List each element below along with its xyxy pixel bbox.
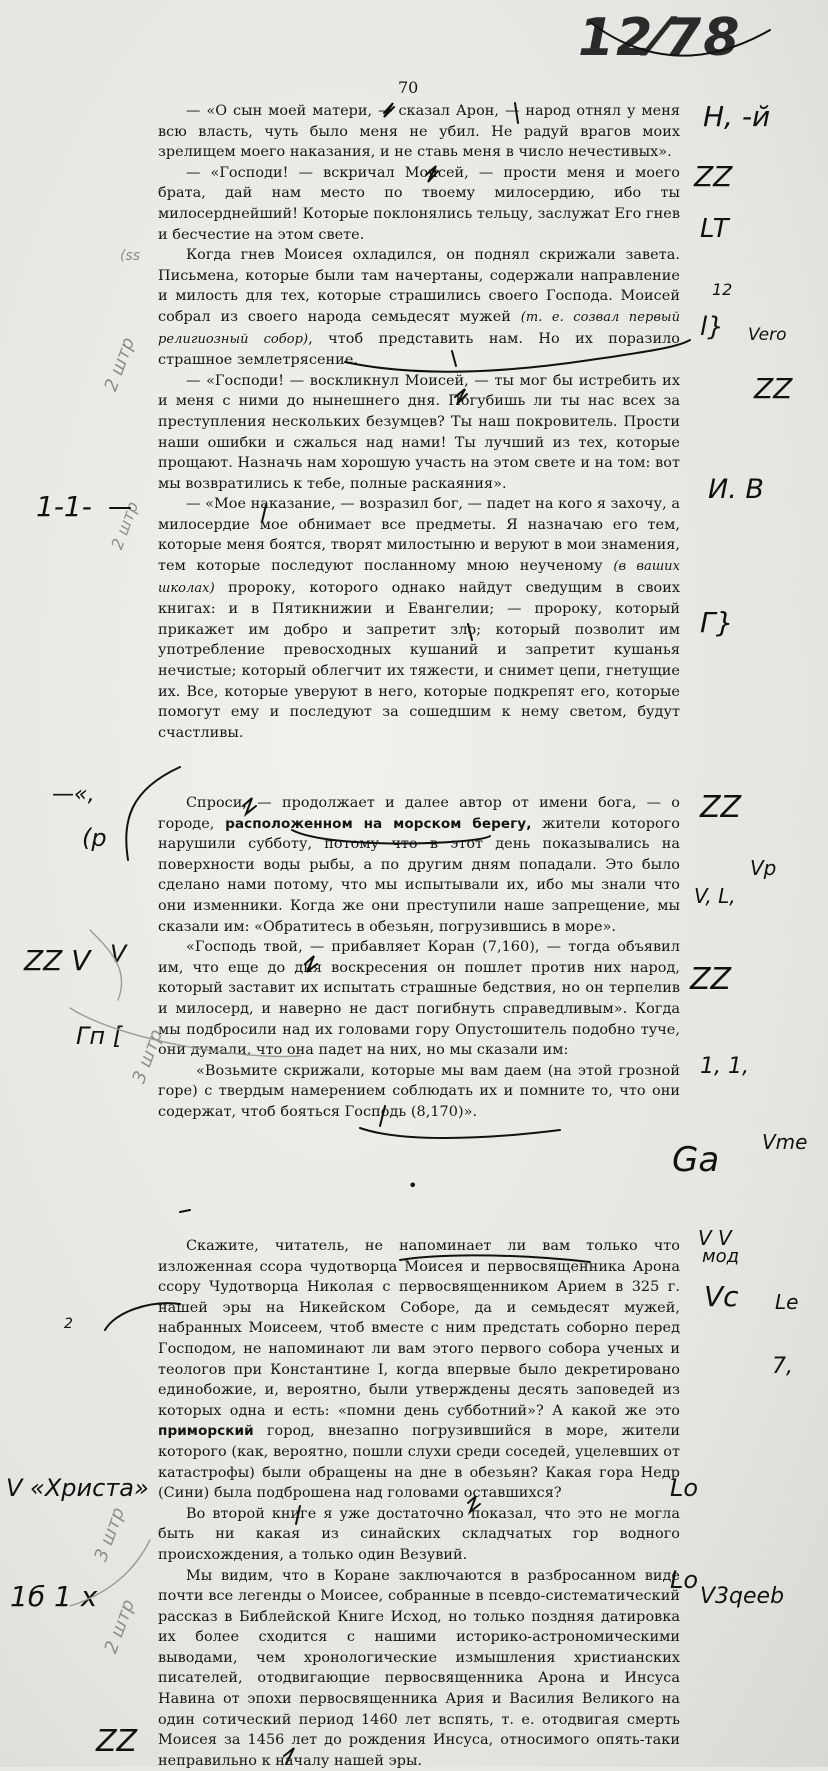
margin-note: мод [702, 1246, 739, 1267]
insert-mark [452, 351, 456, 366]
paragraph: Во второй книге я уже достаточно показал, что это не могла быть ни какая из синайских складчатых гор водного происхождения, а только один Везувий. [158, 1504, 680, 1566]
margin-note: ZZ [690, 962, 731, 997]
margin-note: 2 штр [107, 499, 142, 552]
insert-mark [384, 103, 394, 117]
margin-note: Г} [700, 606, 733, 639]
margin-note: И. В [708, 474, 764, 505]
margin-note: (р [82, 824, 107, 852]
ink-strokes [105, 22, 770, 1764]
margin-note: 12 [712, 280, 732, 299]
margin-note: V [110, 940, 126, 968]
insert-mark [515, 103, 518, 123]
page-number: 70 [398, 78, 418, 97]
pencil-strokes [70, 930, 300, 1606]
margin-note: V3qeeb [700, 1584, 784, 1609]
margin-note: Le [775, 1290, 798, 1314]
margin-note: Vp [750, 856, 776, 880]
paragraph: Мы видим, что в Коране заключаются в разбросанном виде почти все легенды о Моисее, собранные в псевдо-систематический рассказ в Библейской Книге Исход, но только поздняя датировка их более сходится с нашими историко-астрономическими выводами, чем хронологические измышления христианских писателей, отодвигающие первосвященника Арона и Инсуса Навина от эпохи первосвященника Ария и Василия Великого на один сотический период 1460 лет вспять, т. е. отодвигая смерть Моисея за 1456 лет до рождения Инсуса, относимого опять-таки неправильно к началу нашей эры. [158, 1566, 680, 1771]
margin-note: —«, [52, 782, 95, 807]
paragraph: Спроси, — продолжает и далее автор от имени бога, — о городе, расположенном на морском берегу, жители которого нарушили субботу, потому что в этот день показывались на поверхности воды рыбы, а по другим дням попадали. Это было сделано нами потому, что мы испытывали их, ибо мы знали что они изменники. Когда же они преступили наше запрещение, мы сказали им: «Обратитесь в обезьян, погрузившись в море». [158, 793, 680, 937]
underline-stroke [400, 1255, 590, 1262]
paragraph: «Возьмите скрижали, которые мы вам даем (на этой грозной горе) с твердым намерением соблюдать их и помните то, что они содержат, чтоб бояться Господь (8,170)». [158, 1061, 680, 1123]
margin-note: Lo [670, 1474, 698, 1502]
insert-mark [284, 1748, 294, 1764]
margin-note: V V [698, 1226, 732, 1250]
insert-mark [305, 956, 317, 972]
margin-note: Vero [748, 325, 786, 345]
insert-mark [262, 505, 266, 522]
margin-note: 2 штр [100, 1597, 139, 1656]
insert-mark [296, 1506, 300, 1524]
margin-note: l} [700, 312, 724, 342]
underline-stroke [292, 830, 490, 844]
paragraph: — «Господи! — воскликнул Моисей, — ты мог бы истребить их и меня с ними до нынешнего дня. Погубишь ли ты нас всех за преступления нескольких безумцев? Ты наш покровитель. Прости наши ошибки и сжалься над нами! Ты лучший из тех, которые прощают. Назначь нам хорошую участь на этом свете и на том: вот мы возвратились к тебе, полные раскаяния». [158, 371, 680, 495]
insert-mark [468, 624, 472, 640]
catalog-strike-stroke [590, 22, 770, 56]
paragraph: «Господь твой, — прибавляет Коран (7,160), — тогда объявил им, что еще до дня воскресения он пошлет против них народ, который заставит их испытать страшные бедствия, но он терпелив и милосерд, и наверно не даст погибнуть справедливым». Когда мы подбросили над их головами гору Опустошитель подобно туче, они думали, что она падет на них, но мы сказали им: [158, 937, 680, 1061]
margin-note: 2 штр [100, 335, 139, 394]
pencil-stroke [70, 1540, 150, 1606]
section-separator: • [408, 1176, 417, 1195]
margin-note: 1-1- [36, 490, 92, 523]
insert-mark [426, 166, 438, 182]
margin-note: 1б 1 x [10, 1580, 97, 1613]
pencil-stroke [90, 930, 122, 1000]
paragraph: — «Мое наказание, — возразил бог, — падет на кого я захочу, а милосердие мое обнимает все предметы. Я назначаю его тем, которые меня боятся, творят милостыню и веруют в мои знамения, тем которые последуют посланному мною неученому (в ваших школах) пророку, которого однако найдут сведущим в своих книгах: и в Пятикнижии и Евангелии; — пророку, который прикажет им добро и запретит зло; который позволит им употребление превосходных кушаний и запретит кушанья нечистые; который облегчит их тяжести, и снимет цепи, гнетущие их. Все, которые уверуют в него, которые подкрепят его, которые помогут ему и последуют за сошедшим к нему светом, будут счастливы. [158, 494, 680, 743]
bracket-stroke [126, 767, 180, 860]
underline-stroke [360, 1106, 560, 1138]
margin-note: Vc [704, 1280, 739, 1313]
underline-stroke [345, 340, 690, 372]
margin-note: V «Христа» [6, 1474, 149, 1502]
paragraph: — «О сын моей матери, — сказал Арон, — народ отнял у меня всю власть, чуть было меня не убил. Не радуй врагов моих зрелищем моего наказания, и не ставь меня в число нечестивых». [158, 101, 680, 163]
margin-note: Vme [762, 1130, 807, 1154]
pencil-stroke [70, 1008, 300, 1057]
margin-note: 1, 1, [700, 1054, 749, 1079]
paragraph: Скажите, читатель, не напоминает ли вам только что изложенная ссора чудотворца Моисея и первосвященника Арона ссору Чудотворца Николая с первосвященником Арием в 325 г. нашей эры на Никейском Соборе, да и семьдесят мужей, набранных Моисеем, чтоб вместе с ним предстать соборно перед Господом, не напоминают ли вам этого первого собора ученых и теологов при Константине I, когда впервые было декретировано единобожие, и, вероятно, были утверждены десять заповедей из которых одна и есть: «помни день субботний»? А какой же это приморский город, внезапно погрузившийся в море, жители которого (как, вероятно, пошли слухи среди соседей, уцелевших от катастрофы) были обращены на дне в обезьян? Какая гора Недр (Сини) была подброшена над головами оставшихся? [158, 1236, 680, 1504]
paragraph: — «Господи! — вскричал Моисей, — прости меня и моего брата, дай нам место по твоему милосердию, ибо ты милосерднейший! Которые поклонялись тельцу, заслужат Его гнев и бесчестие на этом свете. [158, 163, 680, 245]
margin-note: 3 штр [90, 1505, 129, 1564]
margin-note: (ss [120, 248, 140, 264]
margin-note: ZZ [754, 372, 792, 405]
margin-note: V, L, [694, 884, 736, 908]
bracket-stroke [105, 1303, 180, 1330]
margin-note: ZZ [694, 160, 732, 193]
margin-note: Lo [670, 1566, 698, 1594]
margin-note: LT [700, 214, 729, 244]
insert-mark [455, 389, 467, 404]
margin-note: Гп [ [76, 1022, 122, 1050]
paragraph: Когда гнев Моисея охладился, он поднял скрижали завета. Письмена, которые были там начертаны, содержали направление и милость для тех, которые страшились своего Господа. Моисей собрал из своего народа семьдесят мужей (т. е. созвал первый религиозный собор), чтоб представить нам. Но их поразило страшное землетрясение. [158, 245, 680, 371]
margin-note: 2 [64, 1316, 73, 1332]
margin-note: Н, -й [703, 100, 770, 133]
margin-note: ZZ [700, 790, 741, 825]
margin-note: Ga [672, 1140, 719, 1180]
margin-note: 7, [772, 1354, 793, 1379]
margin-note: ZZ [96, 1724, 137, 1759]
dash-mark [180, 1210, 190, 1212]
insert-mark [243, 798, 256, 814]
catalog-number: 12⁄78 [578, 8, 741, 68]
margin-note: 3 штр [128, 1027, 167, 1086]
insert-mark [468, 1496, 480, 1512]
margin-note: ZZ V [24, 944, 90, 977]
